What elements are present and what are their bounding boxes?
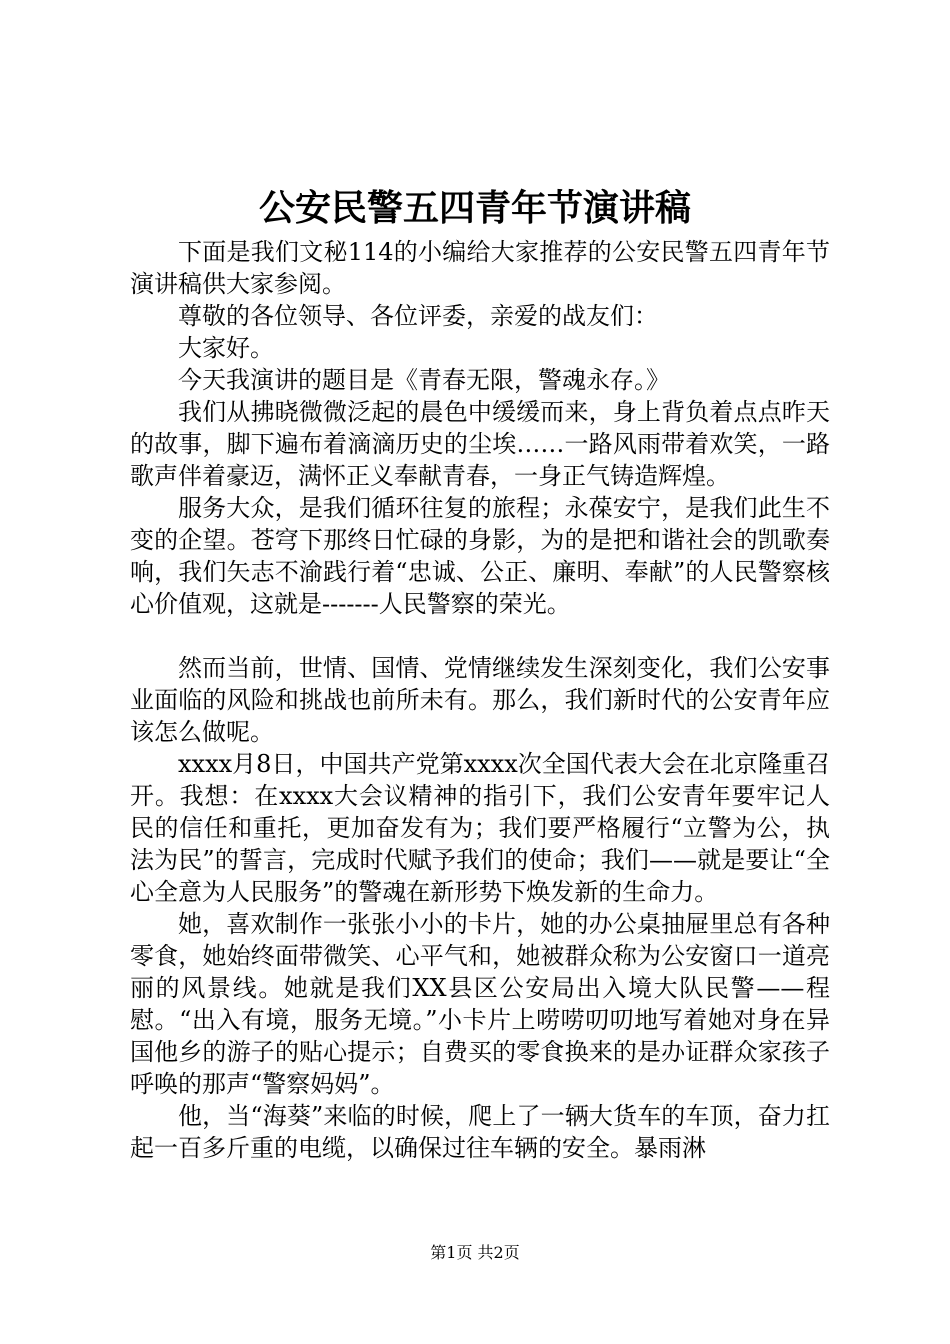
paragraph-topic: 今天我演讲的题目是《青春无限，警魂永存。》: [178, 366, 670, 394]
paragraph-body: 然而当前，世情、国情、党情继续发生深刻变化，我们公安事业面临的风险和挑战也前所未有。那么，我们新时代的公安青年应该怎么做呢。: [130, 654, 830, 746]
paragraph-intro: 下面是我们文秘114的小编给大家推荐的公安民警五四青年节演讲稿供大家参阅。: [130, 238, 830, 298]
page-footer: 第1页 共2页: [430, 1243, 520, 1262]
document-body: [130, 236, 830, 1164]
paragraph-body: xxxx月8日，中国共产党第xxxx次全国代表大会在北京隆重召开。我想：在xxxx大会议精神的指引下，我们公安青年要牢记人民的信任和重托，更加奋发有为；我们要严格履行“立警为公，执法为民”的誓言，完成时代赋予我们的使命；我们——就是要让“全心全意为人民服务”的警魂在新形势下焕发新的生命力。: [130, 750, 830, 906]
paragraph-body: 我们从拂晓微微泛起的晨色中缓缓而来，身上背负着点点昨天的故事，脚下遍布着滴滴历史的尘埃……一路风雨带着欢笑，一路歌声伴着豪迈，满怀正义奉献青春，一身正气铸造辉煌。: [130, 398, 830, 490]
paragraph-body: 她，喜欢制作一张张小小的卡片，她的办公桌抽屉里总有各种零食，她始终面带微笑、心平气和，她被群众称为公安窗口一道亮丽的风景线。她就是我们XX县区公安局出入境大队民警——程慰。“出入有境，服务无境。”小卡片上唠唠叨叨地写着她对身在异国他乡的游子的贴心提示；自费买的零食换来的是办证群众家孩子呼唤的那声“警察妈妈”。: [130, 910, 830, 1098]
document-title: 公安民警五四青年节演讲稿: [258, 187, 691, 229]
paragraph-salutation: 尊敬的各位领导、各位评委，亲爱的战友们：: [178, 302, 658, 330]
paragraph-body: 服务大众，是我们循环往复的旅程；永葆安宁，是我们此生不变的企望。苍穹下那终日忙碌的身影，为的是把和谐社会的凯歌奏响，我们矢志不渝践行着“忠诚、公正、廉明、奉献”的人民警察核心价值观，这就是-------人民警察的荣光。: [130, 494, 830, 618]
paragraph-spacer: [130, 620, 830, 652]
paragraph-body: 他，当“海葵”来临的时候，爬上了一辆大货车的车顶，奋力扛起一百多斤重的电缆，以确保过往车辆的安全。暴雨淋: [130, 1102, 830, 1162]
paragraph-greeting: 大家好。: [178, 334, 274, 362]
